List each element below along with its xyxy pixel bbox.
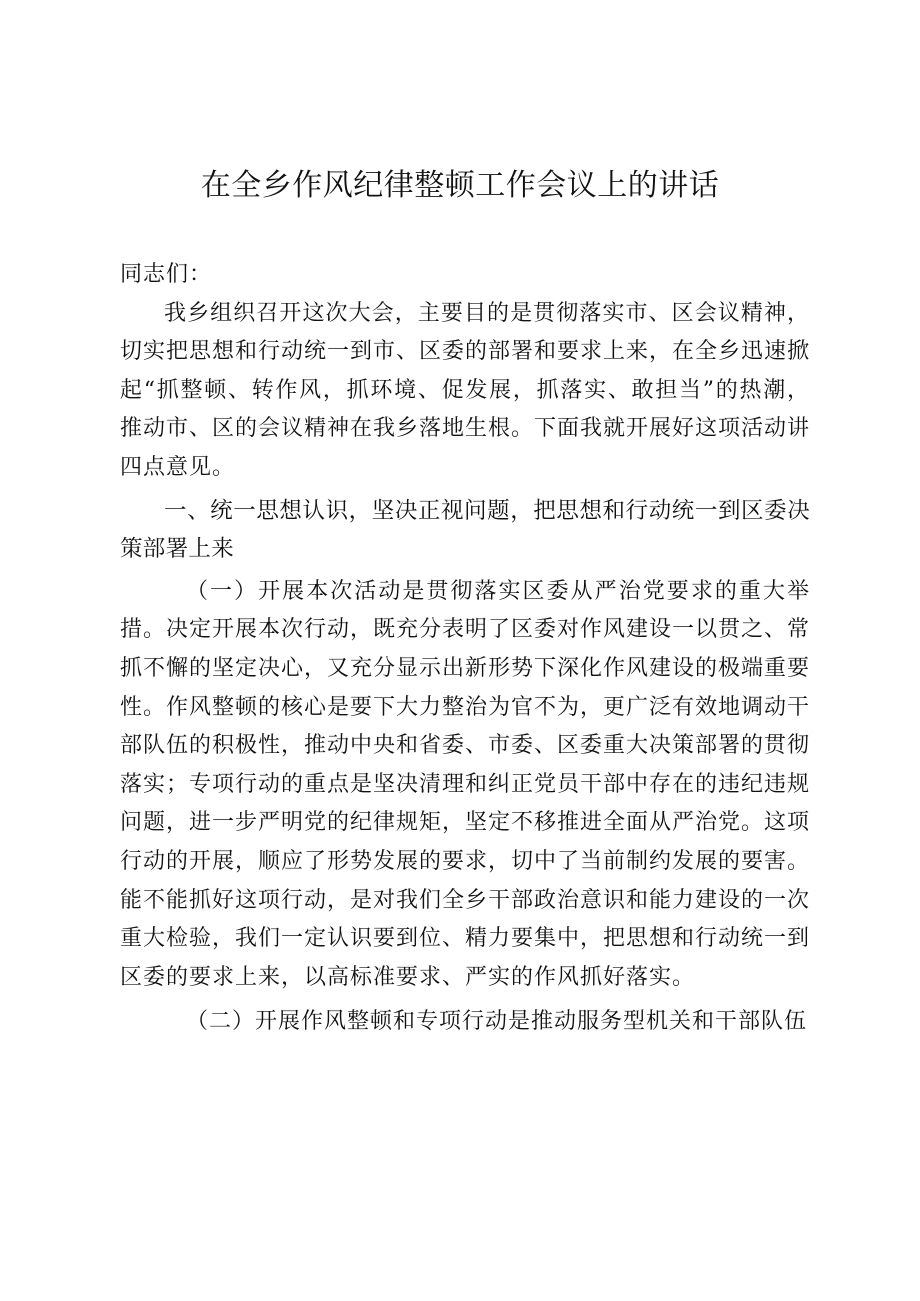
document-body <box>120 256 810 1042</box>
intro-paragraph: 我乡组织召开这次大会，主要目的是贯彻落实市、区会议精神，切实把思想和行动统一到市、区委的部署和要求上来，在全乡迅速掀起“抓整顿、转作风，抓环境、促发展，抓落实、敢担当”的热潮，推动市、区的会议精神在我乡落地生根。下面我就开展好这项活动讲四点意见。 <box>120 300 811 480</box>
section-heading-1: 一、统一思想认识，坚决正视问题，把思想和行动统一到区委决策部署上来 <box>120 497 810 563</box>
paragraph-point-2: （二）开展作风整顿和专项行动是推动服务型机关和干部队伍 <box>186 1009 808 1035</box>
document-title: 在全乡作风纪律整顿工作会议上的讲话 <box>200 168 720 203</box>
salutation: 同志们： <box>120 262 213 287</box>
paragraph-point-1: （一）开展本次活动是贯彻落实区委从严治党要求的重大举措。决定开展本次行动，既充分表明了区委对作风建设一以贯之、常抓不懈的坚定决心，又充分显示出新形势下深化作风建设的极端重要性。作风整顿的核心是要下大力整治为官不为，更广泛有效地调动干部队伍的积极性，推动中央和省委、市委、区委重大决策部署的贯彻落实；专项行动的重点是坚决清理和纠正党员干部中存在的违纪违规问题，进一步严明党的纪律规矩，坚定不移推进全面从严治党。这项行动的开展，顺应了形势发展的要求，切中了当前制约发展的要害。能不能抓好这项行动，是对我们全乡干部政治意识和能力建设的一次重大检验，我们一定认识要到位、精力要集中，把思想和行动统一到区委的要求上来，以高标准要求、严实的作风抓好落实。 <box>120 578 811 990</box>
